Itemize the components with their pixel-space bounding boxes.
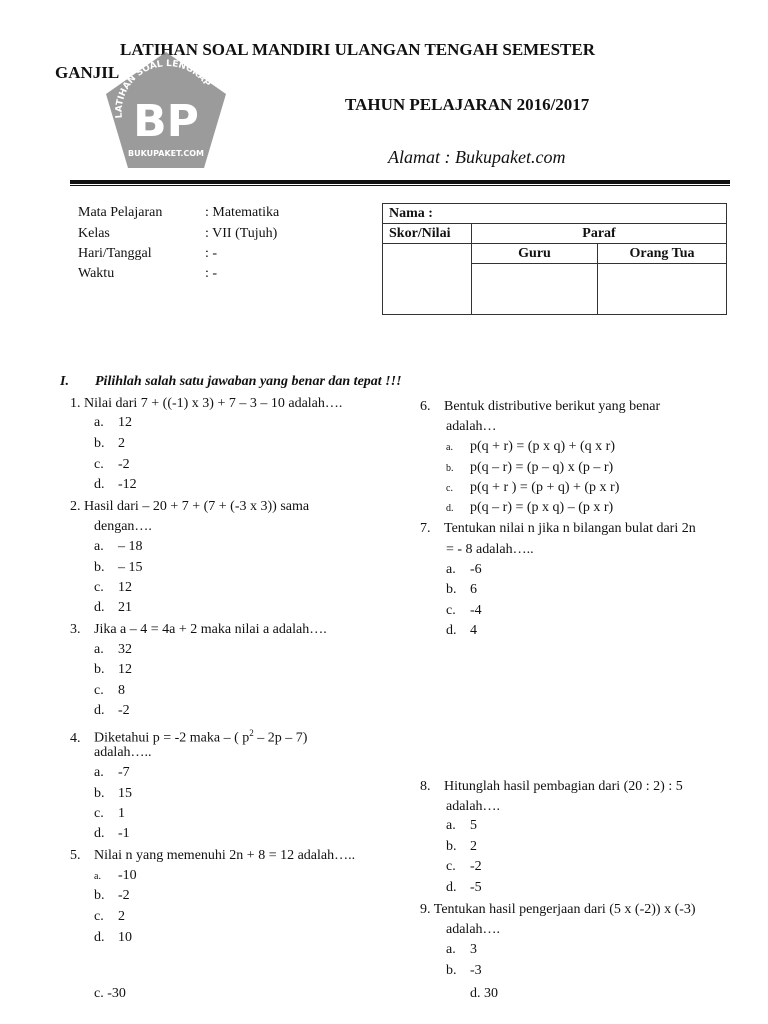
question-4-line-1: 4. Diketahui p = -2 maka – ( $p^2 - 2p - 7$) xyxy=(70,728,308,746)
q9-option-b: b. -3 xyxy=(446,963,482,978)
q7-option-d: d. 4 xyxy=(446,623,477,638)
info-label-class: Kelas xyxy=(78,226,110,241)
q5-tail-option: c. -30 xyxy=(94,986,126,1001)
q2-option-b: b. – 15 xyxy=(94,560,143,575)
score-table xyxy=(382,203,727,315)
score-header: Skor/Nilai xyxy=(383,224,472,244)
logo-site-text: BUKUPAKET.COM xyxy=(127,149,205,158)
address: Alamat : Bukupaket.com xyxy=(388,147,566,167)
parent-header: Orang Tua xyxy=(598,244,727,264)
teacher-sign-box xyxy=(472,264,598,315)
q6-option-b: b. p(q – r) = (p – q) x (p – r) xyxy=(446,460,614,475)
school-year: TAHUN PELAJARAN 2016/2017 xyxy=(345,95,590,114)
info-value-subject: : Matematika xyxy=(205,205,280,220)
q4-option-a: a. -7 xyxy=(94,765,130,780)
q5-option-b: b. -2 xyxy=(94,888,130,903)
q2-option-c: c. 12 xyxy=(94,580,132,595)
question-2-line-1: 2. Hasil dari – 20 + 7 + (7 + (-3 x 3)) sama xyxy=(70,499,310,514)
question-3: 3. Jika a – 4 = 4a + 2 maka nilai a adalah…. xyxy=(70,622,327,637)
q3-option-d: d. -2 xyxy=(94,703,130,718)
header-rule-thin xyxy=(70,185,730,186)
q2-option-d: d. 21 xyxy=(94,600,132,615)
question-6-line-1: 6. Bentuk distributive berikut yang benar xyxy=(420,399,661,414)
title-line-1: LATIHAN SOAL MANDIRI ULANGAN TENGAH SEMESTER xyxy=(120,40,595,59)
q8-option-a: a. 5 xyxy=(446,818,477,833)
question-2-line-2: dengan…. xyxy=(94,519,152,534)
score-box xyxy=(383,244,472,315)
q9-option-a: a. 3 xyxy=(446,942,477,957)
q1-option-d: d. -12 xyxy=(94,477,137,492)
q2-option-a: a. – 18 xyxy=(94,539,143,554)
q7-option-a: a. -6 xyxy=(446,562,482,577)
q1-option-b: b. 2 xyxy=(94,436,125,451)
info-label-date: Hari/Tanggal xyxy=(78,246,152,261)
q5-option-c: c. 2 xyxy=(94,909,125,924)
info-value-time: : - xyxy=(205,266,218,281)
bp-logo xyxy=(100,48,232,180)
q4-option-b: b. 15 xyxy=(94,786,132,801)
paraf-header: Paraf xyxy=(472,224,727,244)
q5-option-a: a. -10 xyxy=(94,868,137,883)
info-value-class: : VII (Tujuh) xyxy=(205,226,278,241)
info-value-date: : - xyxy=(205,246,218,261)
question-4-line-2: adalah….. xyxy=(94,745,152,760)
section-number: I. xyxy=(60,374,69,389)
question-6-line-2: adalah… xyxy=(446,419,497,434)
info-label-time: Waktu xyxy=(78,266,115,281)
question-1: 1. Nilai dari 7 + ((-1) x 3) + 7 – 3 – 10 adalah…. xyxy=(70,396,343,411)
q5-option-d: d. 10 xyxy=(94,930,132,945)
section-instruction: Pilihlah salah satu jawaban yang benar dan tepat !!! xyxy=(95,374,402,389)
header-rule-thick xyxy=(70,180,730,184)
q8-option-d: d. -5 xyxy=(446,880,482,895)
q8-option-c: c. -2 xyxy=(446,859,482,874)
q8-option-b: b. 2 xyxy=(446,839,477,854)
question-9-line-2: adalah…. xyxy=(446,922,501,937)
q7-option-b: b. 6 xyxy=(446,582,477,597)
question-7-line-1: 7. Tentukan nilai n jika n bilangan bulat dari 2n xyxy=(420,521,696,536)
parent-sign-box xyxy=(598,264,727,315)
q4-option-d: d. -1 xyxy=(94,826,130,841)
q1-option-c: c. -2 xyxy=(94,457,130,472)
q3-option-c: c. 8 xyxy=(94,683,125,698)
question-5: 5. Nilai n yang memenuhi 2n + 8 = 12 adalah….. xyxy=(70,848,356,863)
q6-option-c: c. p(q + r ) = (p + q) + (p x r) xyxy=(446,480,620,495)
logo-arc-text: LATIHAN SOAL LENGKAP xyxy=(114,59,212,119)
q3-option-a: a. 32 xyxy=(94,642,132,657)
question-8-line-1: 8. Hitunglah hasil pembagian dari (20 : 2) : 5 xyxy=(420,779,683,794)
info-label-subject: Mata Pelajaran xyxy=(78,205,163,220)
q4-option-c: c. 1 xyxy=(94,806,125,821)
question-9-line-1: 9. Tentukan hasil pengerjaan dari (5 x (-2)) x (-3) xyxy=(420,902,696,917)
q3-option-b: b. 12 xyxy=(94,662,132,677)
teacher-header: Guru xyxy=(472,244,598,264)
title-line-2: GANJIL xyxy=(55,63,120,82)
q1-option-a: a. 12 xyxy=(94,415,132,430)
logo-bp-text: BP xyxy=(133,96,199,147)
question-7-line-2: = - 8 adalah….. xyxy=(446,542,534,557)
name-cell: Nama : xyxy=(383,204,727,224)
q7-option-c: c. -4 xyxy=(446,603,482,618)
q9-tail-option: d. 30 xyxy=(470,986,498,1001)
question-8-line-2: adalah…. xyxy=(446,799,501,814)
q6-option-a: a. p(q + r) = (p x q) + (q x r) xyxy=(446,439,615,454)
q6-option-d: d. p(q – r) = (p x q) – (p x r) xyxy=(446,500,614,515)
